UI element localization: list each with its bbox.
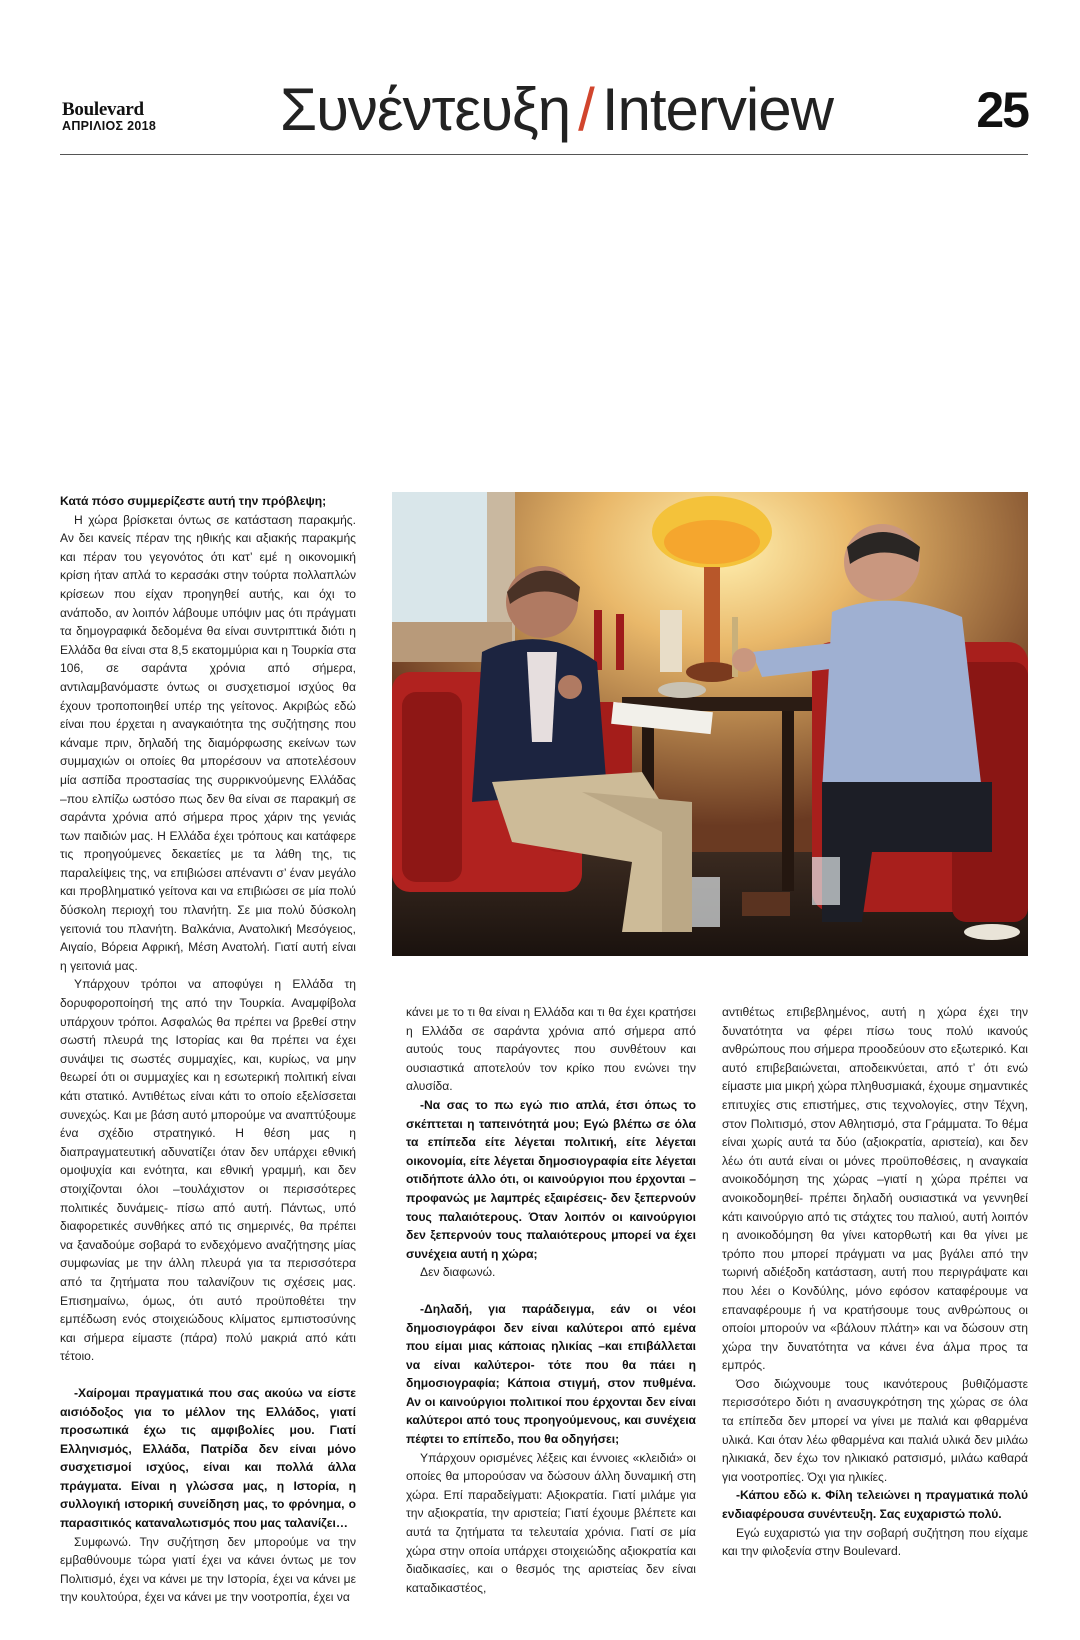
article-column-3 <box>722 1003 1028 1561</box>
section-title-english: Interview <box>601 76 833 143</box>
question-paragraph: Κατά πόσο συμμερίζεστε αυτή την πρόβλεψη; <box>60 494 327 508</box>
answer-paragraph: κάνει με το τι θα είναι η Ελλάδα και τι θα έχει κρατήσει η Ελλάδα σε σαράντα χρόνια από σήμερα από αυτούς τους παράγοντες που συνθέτουν και ουσιαστικά αποτελούν τον κρίκο που ενώνει την αλυσίδα. <box>406 1005 696 1094</box>
answer-paragraph: Υπάρχουν τρόποι να αποφύγει η Ελλάδα τη δορυφοροποίησή της από την Τουρκία. Αναμφίβολα υπάρχουν τρόποι. Ασφαλώς θα πρέπει να βρεθεί στην σωστή πλευρά της Ιστορίας και θα πρέπει να έχει συνάψει τις σωστές συμμαχίες, και, κυρίως, να μην θεωρεί ότι οι συμμαχίες και η εσωτερική πολιτική είναι κάτι στατικό. Αντιθέτως είναι κάτι το οποίο εξελίσσεται συνεχώς. Και με βάση αυτό μπορούμε να αναπτύξουμε ένα σχέδιο στρατηγικό. Η θέση μας η διαπραγματευτική αδυνατίζει όταν δεν υπάρχει εθνική ομοψυχία και ενότητα, και εθνική γραμμή, και δεν στοιχίζονται όλοι –τουλάχιστον οι περισσότερες πολιτικές δυνάμεις- πίσω από αυτή. Πάντως, υπό διαφορετικές συνθήκες από τις σημερινές, θα πρέπει να ξαναδούμε σοβαρά το ενδεχόμενο αναζήτησης μίας συμφωνίας με την άλλη πλευρά για τα περισσότερα από τα ζητήματα που ταλανίζουν τις σχέσεις μας. Επισημαίνω, όμως, ότι αυτό προϋποθέτει την εμπέδωση ενός στοιχειώδους κλίματος εμπιστοσύνης και σήμερα είμαστε (πάρα) πολύ μακριά από κάτι τέτοιο. <box>60 977 356 1364</box>
section-title <box>280 72 833 148</box>
answer-paragraph: Συμφωνώ. Την συζήτηση δεν μπορούμε να την εμβαθύνουμε τώρα γιατί έχει να κάνει όντως με τον Πολιτισμό, έχει να κάνει με την Ιστορία, έχει να κάνει με την κουλτούρα, έχει να κάνει με την νοοτροπία, έχει να <box>60 1534 356 1605</box>
section-title-slash: / <box>578 76 594 143</box>
answer-paragraph: αντιθέτως επιβεβλημένος, αυτή η χώρα έχει την δυνατότητα να φέρει πίσω τους πολύ ικανούς ανθρώπους που σήμερα προοδεύουν στο εξωτερικό. Και αυτό επιβεβαιώνεται, αποδεικνύεται, από τ’ ότι ενώ είμαστε μια μικρή χώρα πληθυσμιακά, έχουμε σημαντικές επιτυχίες στις επιστήμες, στις τεχνολογίες, στην Τέχνη, στον Πολιτισμό, στον Αθλητισμό, στα Γράμματα. Το θέμα είναι χωρίς αυτά τα δύο (αξιοκρατία, αριστεία), και δεν λέω ότι αυτά είναι οι μόνες προϋποθέσεις, η αναγκαία ανοικοδόμηση της χώρας –γιατί η χώρα πρέπει να ανοικοδομηθεί- πρέπει δηλαδή ουσιαστικά να γεννηθεί κάτι καινούργιο από τις στάχτες του παλιού, αυτή λοιπόν η ανοικοδόμηση θα γίνει κατορθωτή και θα γίνει με τρόπο που μπορεί πράγματι να μας βγάλει από την τωρινή αδιέξοδη κατάσταση, αυτή που περιγράψατε και που λέει ο Κονδύλης, μόνο εφόσον καταφέρουμε να επαναφέρουμε ή να κρατήσουμε τους ανθρώπους οι οποίοι μπορούν να «βάλουν πλάτη» και να δώσουν στη χώρα την δυνατότητα να κάνει ένα άλμα προς τα εμπρός. <box>722 1005 1028 1373</box>
question-paragraph: -Κάπου εδώ κ. Φίλη τελειώνει η πραγματικά πολύ ενδιαφέρουσα συνέντευξη. Σας ευχαριστώ πολύ. <box>722 1488 1028 1522</box>
interview-photo-illustration <box>392 492 1028 956</box>
answer-paragraph: Η χώρα βρίσκεται όντως σε κατάσταση παρακμής. Αν δει κανείς πέραν της ηθικής και αξιακής παρακμής και πέραν του γεγονότος ότι κατ’ εμέ η οικονομική κρίση ήταν απλά το κερασάκι στην τούρτα πολλαπλών κρίσεων που είχαν προηγηθεί αυτής, και όχι το ανάποδο, αν λοιπόν λάβουμε υπόψιν μας ότι πράγματι τα δημογραφικά δεδομένα θα είναι συντριπτικά διότι η Ελλάδα θα είναι στα 8,5 εκατομμύρια και η Τουρκία στα 106, σε σαράντα χρόνια από σήμερα, αντιλαμβανόμαστε όντως οι συσχετισμοί ισχύος θα έχουν τροποποιηθεί υπέρ της γείτονος. Ακριβώς εδώ είναι που έρχεται η αναγκαιότητα της συζήτησης που κάναμε πριν, δηλαδή της διαμόρφωσης εκείνων των συμμαχιών οι οποίες θα μπορέσουν να αποτελέσουν μία ασπίδα προστασίας της συρρικνούμενης Ελλάδας –που ελπίζω ωστόσο πως δεν θα είναι σε παρακμή σε σαράντα χρόνια από σήμερα προς χάριν της γενιάς των παιδιών μας. Η Ελλάδα έχει τρόπους και κατάφερε τις προηγούμενες δεκαετίες με τα λάθη της, τις παραλείψεις της, να επιβιώσει απέναντι σ’ έναν μεγάλο και προβληματικό γείτονα και να επιβιώσει σε μία πολύ δύσκολη περιοχή του πλανήτη. Σε μια πολύ δύσκολη γειτονιά του πλανήτη. Βαλκάνια, Ανατολική Μεσόγειος, Αιγαίο, Βόρεια Αφρική, Μέση Ανατολή. Γιατί αυτή είναι η γειτονιά μας. <box>60 512 356 973</box>
brand-name: Boulevard <box>62 99 144 120</box>
masthead <box>62 100 156 133</box>
interview-photo <box>392 492 1028 956</box>
issue-date: ΑΠΡΙΛΙΟΣ 2018 <box>62 119 157 133</box>
article-column-2 <box>406 1003 696 1597</box>
answer-paragraph: Όσο διώχνουμε τους ικανότερους βυθιζόμαστε περισσότερο διότι η ανασυγκρότηση της χώρας σε όλα τα επίπεδα δεν μπορεί να γίνει με παλιά και φθαρμένα υλικά. Και όταν λέω φθαρμένα και παλιά υλικά δεν μιλάω ηλικιακά, δεν έχω τον ηλικιακό ρατσισμό, μιλάω καθαρά για νοοτροπίες. Όχι για ηλικίες. <box>722 1376 1028 1484</box>
page-number: 25 <box>976 82 1028 138</box>
answer-paragraph: Εγώ ευχαριστώ για την σοβαρή συζήτηση που είχαμε και την φιλοξενία στην Boulevard. <box>722 1525 1028 1559</box>
section-title-greek: Συνέντευξη <box>280 76 571 143</box>
question-paragraph: -Δηλαδή, για παράδειγμα, εάν οι νέοι δημοσιογράφοι δεν είναι καλύτεροι από εμένα που είμαι μιας κάποιας ηλικίας –και επιβάλλεται να είναι καλύτεροι- τότε που θα πάει η δημοσιογραφία; Κάποια στιγμή, στον πυθμένα. Αν οι καινούργιοι πολιτικοί που έρχονται δεν είναι καλύτεροι από τους προηγούμενους, και συνέχεια πέφτει το επίπεδο, που θα οδηγήσει; <box>406 1301 696 1447</box>
question-paragraph: -Χαίρομαι πραγματικά που σας ακούω να είστε αισιόδοξος για το μέλλον της Ελλάδος, γιατί προσωπικά έχω τις αμφιβολίες μου. Γιατί Ελληνισμός, Ελλάδα, Πατρίδα δεν είναι μόνο συσχετισμοί ισχύος, είναι και πολλά άλλα πράγματα. Είναι η γλώσσα μας, η Ιστορία, η συλλογική ιστορική συνείδηση μας, το φρόνημα, ο παρασιτικός καταναλωτισμός που μας ταλανίζει… <box>60 1385 356 1531</box>
header-divider <box>60 154 1028 155</box>
answer-paragraph: Υπάρχουν ορισμένες λέξεις και έννοιες «κλειδιά» οι οποίες θα μπορούσαν να δώσουν άλλη δυναμική στη χώρα. Επί παραδείγματι: Αξιοκρατία. Γιατί μιλάμε για την αξιοκρατία, την αριστεία; Γιατί έχουμε βλέπετε και αυτά τα ζητήματα τα τελευταία χρόνια. Γιατί σε μία χώρα στην οποία υπάρχει στοιχειώδης αξιοκρατία και διαδικασίες, και ο θεσμός της αριστείας δεν είναι καταδικαστέος, <box>406 1450 696 1595</box>
article-column-1 <box>60 492 356 1607</box>
question-paragraph: -Να σας το πω εγώ πιο απλά, έτσι όπως το σκέπτεται η ταπεινότητά μου; Εγώ βλέπω σε όλα τα επίπεδα είτε λέγεται πολιτική, είτε λέγεται οικονομία, είτε λέγεται δημοσιογραφία είτε λέγεται οτιδήποτε άλλο ότι, οι καινούργιοι που έρχονται –προφανώς με λαμπρές εξαιρέσεις- δεν ξεπερνούν τους παλαιότερους. Όταν λοιπόν οι καινούργιοι δεν ξεπερνούν τους παλαιότερους μπορεί να έχει συνέχεια αυτή η χώρα; <box>406 1097 696 1261</box>
answer-paragraph: Δεν διαφωνώ. <box>420 1265 496 1280</box>
